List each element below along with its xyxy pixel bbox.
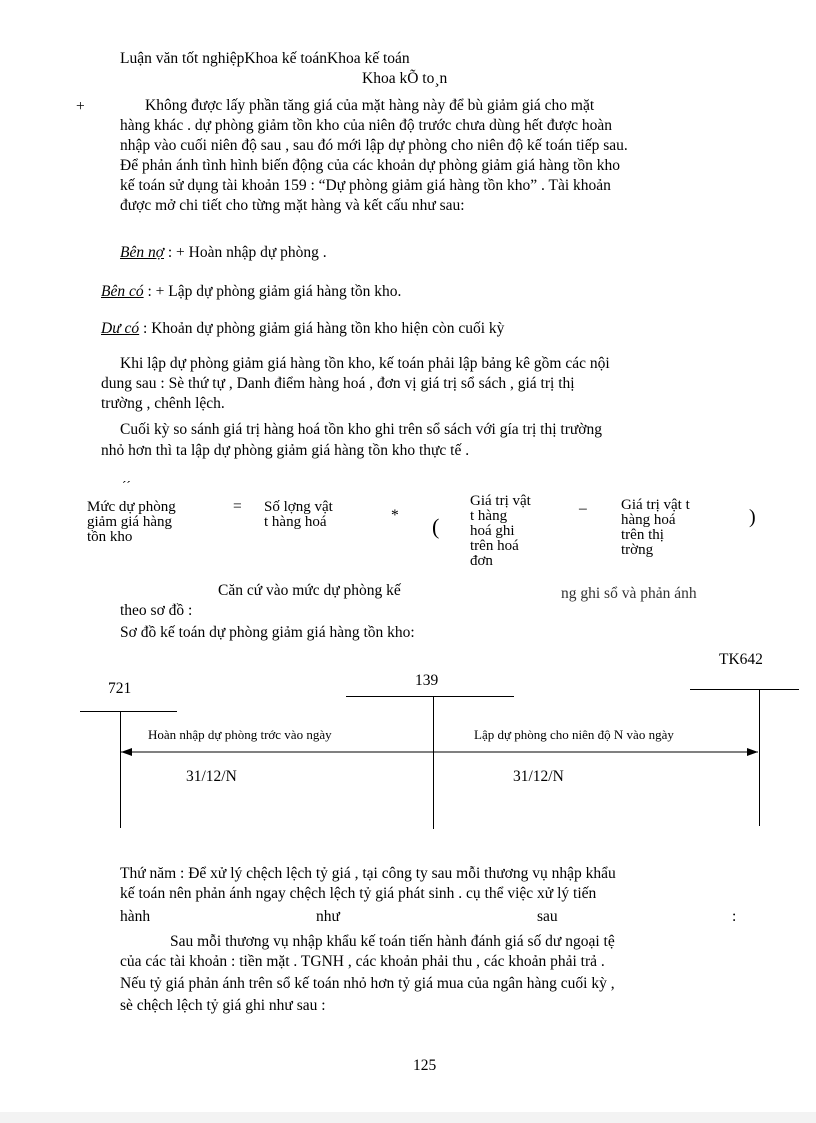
- formula-qty-2: t hàng hoá: [264, 514, 327, 530]
- footer-band: [0, 1112, 816, 1123]
- formula-lhs-3: tồn kho: [87, 529, 133, 545]
- formula-market-4: trờng: [621, 542, 654, 558]
- formula-book-1: Giá trị vật: [470, 493, 531, 509]
- arrow-left-text: Hoàn nhập dự phòng trớc vào ngày: [148, 727, 332, 742]
- para2-line-2: dung sau : Sè thứ tự , Danh điểm hàng hoá , đơn vị giá trị sổ sách , giá trị thị: [101, 375, 575, 392]
- para5-line-4: sè chệch lệch tỷ giá ghi như sau :: [120, 997, 326, 1014]
- para3-line-1-right: ng ghi sổ và phản ánh: [561, 585, 697, 602]
- balance-label: Dư có: [101, 320, 140, 337]
- account-tk642-label: TK642: [719, 651, 763, 668]
- formula-book-3: hoá ghi: [470, 523, 515, 539]
- intro-line-2: hàng khác . dự phòng giảm tồn kho của niên độ trước chưa dùng hết được hoàn: [120, 117, 613, 134]
- balance-text: : Khoản dự phòng giảm giá hàng tồn kho hiện còn cuối kỳ: [143, 320, 505, 337]
- formula-close-paren: ): [749, 506, 756, 528]
- arrow-head-right: [747, 748, 758, 756]
- para3-line-1-left: Căn cứ vào mức dự phòng kế: [218, 582, 401, 599]
- date-right: 31/12/N: [513, 768, 564, 785]
- arrow-head-left: [121, 748, 132, 756]
- para2-line-3: trường , chênh lệch.: [101, 395, 225, 412]
- formula-lhs-1: Mức dự phòng: [87, 499, 176, 515]
- formula-equals: =: [233, 498, 242, 515]
- intro-line-4: Để phản ánh tình hình biến động của các khoản dự phòng giảm giá hàng tồn kho: [120, 157, 620, 174]
- formula-book-5: đơn: [470, 553, 493, 569]
- formula-open-paren: (: [432, 514, 440, 539]
- formula-mark: ´´: [122, 478, 131, 493]
- credit-text: : + Lập dự phòng giảm giá hàng tồn kho.: [147, 283, 402, 300]
- formula-market-1: Giá trị vật t: [621, 497, 690, 513]
- intro-line-3: nhập vào cuối niên độ sau , sau đó mới lập dự phòng cho niên độ kế toán tiếp sau.: [120, 137, 628, 154]
- page-number: 125: [413, 1057, 437, 1074]
- para4-spread-1: hành: [120, 908, 151, 925]
- debit-label: Bên nợ: [120, 244, 164, 261]
- para4-line-2: kế toán nên phản ánh ngay chệch lệch tỷ giá phát sinh . cụ thể việc xử lý tiến: [120, 885, 597, 902]
- para5-line-1: Sau mỗi thương vụ nhập khẩu kế toán tiến hành đánh giá số dư ngoại tệ: [170, 933, 615, 950]
- credit-label: Bên có: [101, 283, 144, 300]
- para5-line-2: của các tài khoản : tiền mặt . TGNH , các khoản phải thu , các khoản phải trả .: [120, 953, 605, 970]
- intro-line-1: Không được lấy phần tăng giá của mặt hàng này để bù giảm giá cho mặt: [145, 97, 595, 114]
- bullet-marker: +: [76, 98, 85, 115]
- formula-minus: –: [579, 500, 587, 517]
- para2-line-1: Khi lập dự phòng giảm giá hàng tồn kho, kế toán phải lập bảng kê gồm các nội: [120, 355, 610, 372]
- header-line-1: Luận văn tốt nghiệpKhoa kế toánKhoa kế toán: [120, 50, 410, 67]
- para3-line-3: Sơ đồ kế toán dự phòng giảm giá hàng tồn kho:: [120, 624, 415, 641]
- para5-line-3: Nếu tỷ giá phản ánh trên sổ kế toán nhỏ hơn tỷ giá mua của ngân hàng cuối kỳ ,: [120, 975, 615, 992]
- formula-book-2: t hàng: [470, 508, 508, 524]
- date-left: 31/12/N: [186, 768, 237, 785]
- account-139-label: 139: [415, 672, 439, 689]
- para4-spread-3: sau: [537, 908, 558, 925]
- para4-spread-4: :: [732, 908, 737, 925]
- intro-line-6: được mở chi tiết cho từng mặt hàng và kết cấu như sau:: [120, 197, 465, 214]
- formula-book-4: trên hoá: [470, 538, 519, 554]
- para2-line-5: nhỏ hơn thì ta lập dự phòng giảm giá hàng tồn kho thực tế .: [101, 442, 470, 459]
- header-line-2: Khoa kÕ to¸n: [362, 70, 448, 87]
- para2-line-4: Cuối kỳ so sánh giá trị hàng hoá tồn kho ghi trên sổ sách với gía trị thị trường: [120, 421, 602, 438]
- formula-market-3: trên thị: [621, 527, 664, 543]
- formula-times: *: [391, 507, 399, 524]
- para4-line-1: Thứ năm : Để xử lý chệch lệch tỷ giá , tại công ty sau mỗi thương vụ nhập khẩu: [120, 865, 616, 882]
- account-721-label: 721: [108, 680, 132, 697]
- intro-line-5: kế toán sử dụng tài khoản 159 : “Dự phòng giảm giá hàng tồn kho” . Tài khoản: [120, 177, 611, 194]
- para3-line-2: theo sơ đồ :: [120, 602, 193, 619]
- debit-text: : + Hoàn nhập dự phòng .: [167, 244, 327, 261]
- formula-market-2: hàng hoá: [621, 512, 676, 528]
- formula-qty-1: Số lợng vật: [264, 499, 333, 515]
- arrow-right-text: Lập dự phòng cho niên độ N vào ngày: [474, 727, 674, 742]
- para4-spread-2: như: [316, 908, 340, 925]
- formula-lhs-2: giảm giá hàng: [87, 514, 172, 530]
